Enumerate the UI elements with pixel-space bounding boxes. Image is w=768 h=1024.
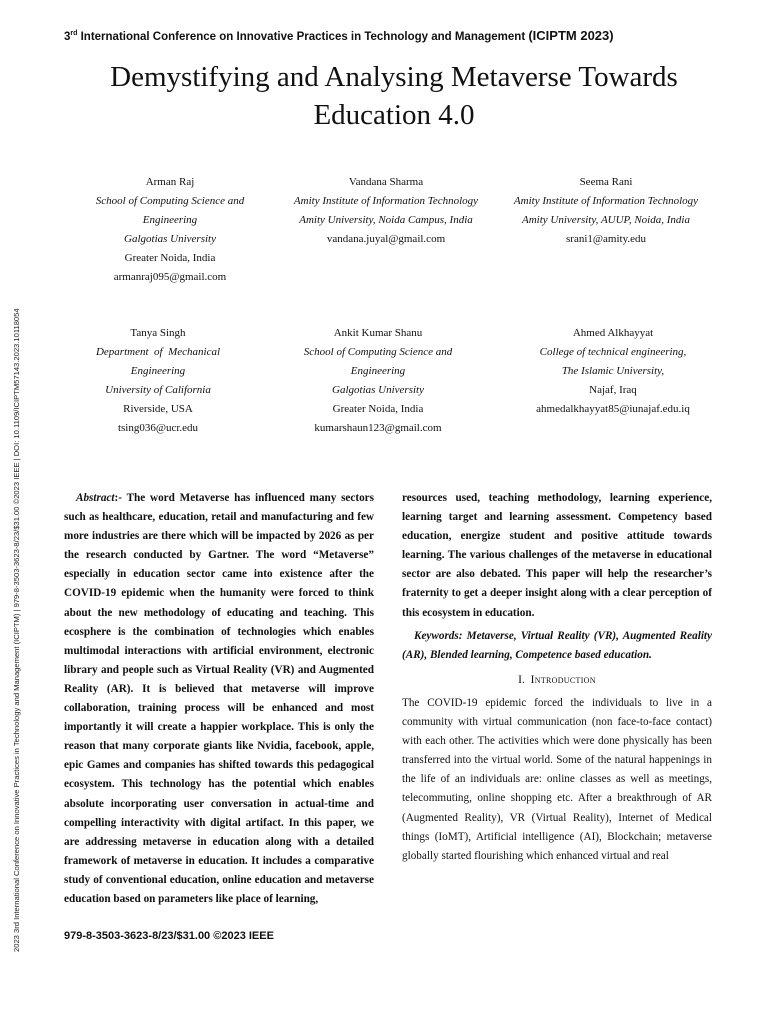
conference-acronym: (ICIPTM 2023) bbox=[528, 28, 614, 43]
author-email: tsing036@ucr.edu bbox=[117, 422, 199, 434]
author-affiliation-line: University of California bbox=[105, 384, 211, 396]
author-email: vandana.juyal@gmail.com bbox=[326, 233, 446, 245]
author-block-4 bbox=[58, 324, 258, 438]
author-affiliation-line: Galgotias University bbox=[332, 384, 424, 396]
conference-name: International Conference on Innovative Practices in Technology and Management bbox=[77, 31, 529, 43]
page-footer-copyright: 979-8-3503-3623-8/23/$31.00 ©2023 IEEE bbox=[64, 930, 274, 942]
author-email: armanraj095@gmail.com bbox=[113, 271, 227, 283]
keywords-paragraph bbox=[402, 627, 712, 665]
author-email: srani1@amity.edu bbox=[566, 233, 646, 245]
author-location: Greater Noida, India bbox=[124, 252, 216, 264]
conference-ordinal: 3 bbox=[64, 31, 71, 43]
author-location: Najaf, Iraq bbox=[589, 384, 637, 396]
author-email: ahmedalkhayyat85@iunajaf.edu.iq bbox=[536, 403, 690, 415]
author-affiliation-line: Engineering bbox=[350, 365, 406, 377]
abstract-text: :- The word Metaverse has influenced many sectors such as healthcare, education, retail and manufacturing and few more industries are there which will be impacted by 2026 as per the research conducted by Gartner. The word “Metaverse” especially in education sector came into existence after the COVID-19 epidemic when the humanity were forced to think about the new methodology of educating and teaching. This ecosphere is the combination of technologies which enables multimodal interactions with artificial environment, electronic library and people such as Virtual Reality (VR) and Augmented Reality (AR). It is believed that metaverse will improve collaboration, training process will be enhanced and most importantly it will create a happier workplace. This is only the reason that many corporate giants like Nvidia, facebook, apple, epic Games and companies has shifted towards this pedagogical ecosystem. This technology has the potential which enables absolute incorporating user conversation in actual-time and compelling interactivity with digital artifact. In this paper, we are addressing metaverse in education along with a detailed framework of metaverse in education. It includes a comparative study of conventional education, online education and metaverse education based on parameters like place of learning, bbox=[64, 492, 374, 905]
author-block-6 bbox=[513, 324, 713, 419]
keywords-label: Keywords bbox=[414, 629, 459, 642]
author-location: Riverside, USA bbox=[123, 403, 193, 415]
author-affiliation-line: Engineering bbox=[142, 214, 198, 226]
author-block-5 bbox=[278, 324, 478, 438]
abstract-paragraph bbox=[64, 489, 374, 909]
author-location: Greater Noida, India bbox=[332, 403, 424, 415]
abstract-text-continued: resources used, teaching methodology, learning experience, learning target and learning assessment. Competency based education, energize student and positive attitude towards learning. The various challenges of the metaverse in educational sector are also debated. This paper will help the researcher’s fraternity to get a deeper insight along with a clear perception of this ecosystem in education. bbox=[402, 492, 712, 619]
abstract-label: Abstract bbox=[76, 492, 115, 504]
conference-ordinal-suffix: rd bbox=[70, 30, 78, 38]
author-name: Tanya Singh bbox=[130, 327, 186, 339]
author-name: Vandana Sharma bbox=[348, 176, 424, 188]
author-name: Seema Rani bbox=[579, 176, 633, 188]
author-affiliation-line: Amity University, AUUP, Noida, India bbox=[522, 214, 690, 226]
author-name: Arman Raj bbox=[145, 176, 195, 188]
author-name: Ankit Kumar Shanu bbox=[333, 327, 423, 339]
author-affiliation-line: The Islamic University, bbox=[561, 365, 665, 377]
section-heading bbox=[402, 671, 712, 690]
author-affiliation-line: Amity University, Noida Campus, India bbox=[299, 214, 473, 226]
paper-title bbox=[60, 58, 728, 134]
author-email: kumarshaun123@gmail.com bbox=[314, 422, 442, 434]
right-column bbox=[402, 489, 712, 866]
author-block-1 bbox=[70, 173, 270, 287]
keywords-text: : Metaverse, Virtual Reality (VR), Augmented Reality (AR), Blended learning, Competence based education. bbox=[402, 629, 712, 661]
section-title: Introduction bbox=[530, 673, 596, 686]
abstract-column bbox=[64, 489, 374, 909]
side-citation-strip: 2023 3rd International Conference on Innovative Practices in Technology and Management (ICIPTM) | 979-8-3503-3623-8/23/$31.00 ©2023 IEEE | DOI: 10.1109/ICIPTM57143.2023.10118054 bbox=[12, 308, 21, 952]
author-affiliation-line: Engineering bbox=[130, 365, 186, 377]
author-affiliation-line: Department of Mechanical bbox=[95, 346, 221, 358]
conference-header bbox=[64, 28, 724, 43]
paper-title-line-1: Demystifying and Analysing Metaverse Towards bbox=[110, 61, 678, 93]
author-affiliation-line: School of Computing Science and bbox=[95, 195, 245, 207]
author-affiliation-line: College of technical engineering, bbox=[539, 346, 687, 358]
author-affiliation-line: Amity Institute of Information Technology bbox=[293, 195, 479, 207]
section-number: I. bbox=[518, 673, 525, 686]
author-name: Ahmed Alkhayyat bbox=[572, 327, 654, 339]
author-affiliation-line: Amity Institute of Information Technology bbox=[513, 195, 699, 207]
author-affiliation-line: School of Computing Science and bbox=[303, 346, 453, 358]
introduction-paragraph: The COVID-19 epidemic forced the individuals to live in a community with virtual communication (non face-to-face contact) with each other. The activities which were done physically has been transferred into the virtual world. Some of the natural happenings in the life of an individuals are: online classes as well as meetings, telecommuting, online shopping etc. After a breakthrough of AR (Augmented Reality), VR (Virtual Reality), Internet of Medical things (IoMT), Artificial intelligence (AI), Blockchain; metaverse globally started flourishing which enhanced virtual and real bbox=[402, 696, 712, 862]
paper-title-line-2: Education 4.0 bbox=[313, 99, 475, 131]
author-affiliation-line: Galgotias University bbox=[124, 233, 216, 245]
author-block-2 bbox=[286, 173, 486, 249]
author-block-3 bbox=[506, 173, 706, 249]
